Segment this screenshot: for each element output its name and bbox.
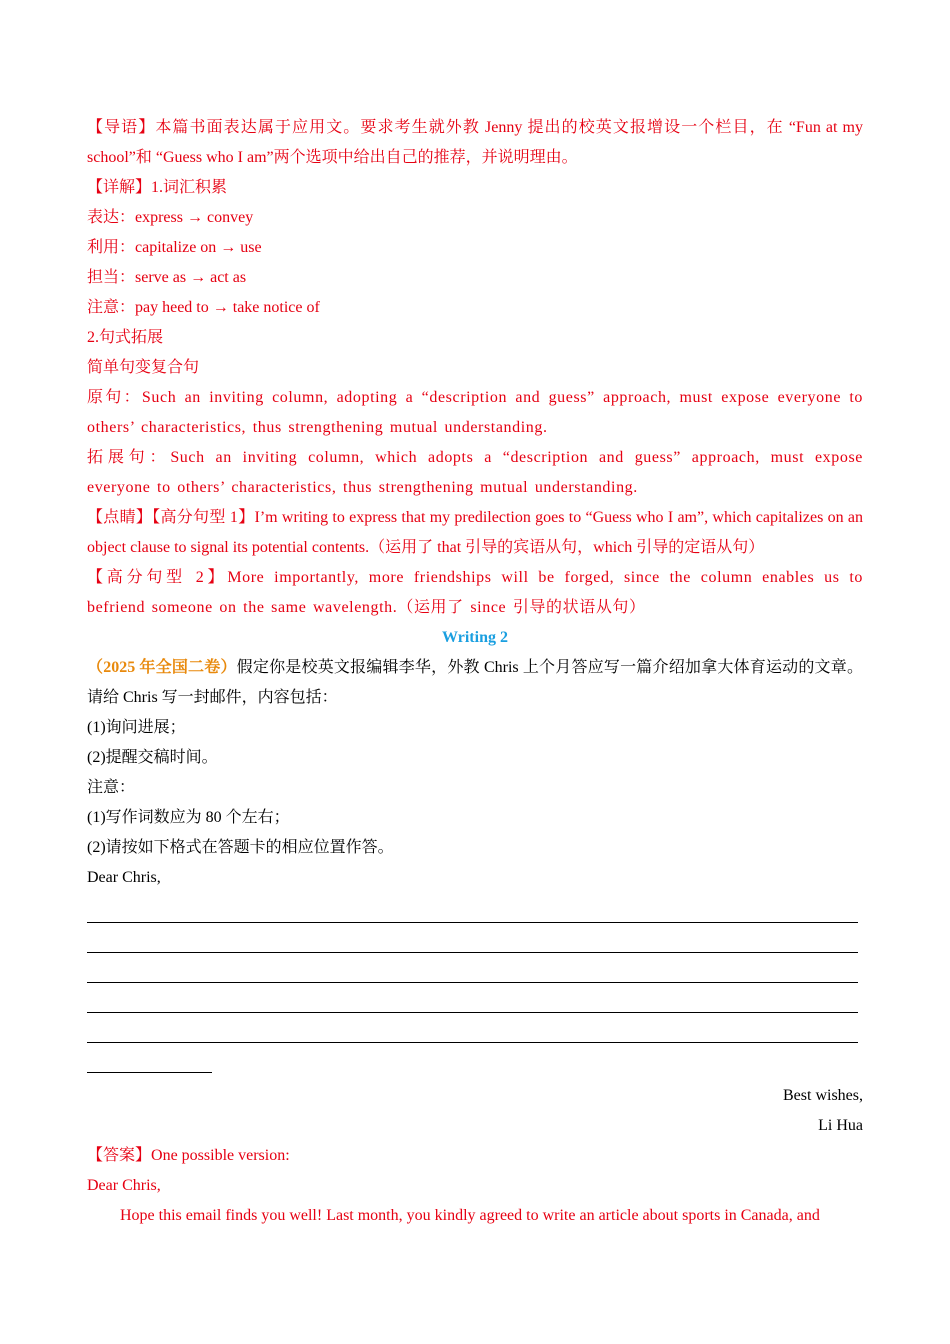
letter-signature: Li Hua — [818, 1117, 863, 1134]
detail-heading — [87, 173, 863, 203]
guide-section — [87, 113, 863, 173]
answer-salutation: Dear Chris, — [87, 1177, 161, 1194]
note-item: (2)请按如下格式在答题卡的相应位置作答。 — [87, 839, 394, 856]
answer-body: Hope this email finds you well! Last month, you kindly agreed to write an article about sports in Canada, and — [120, 1207, 820, 1224]
vocab-heading: 1.词汇积累 — [151, 179, 228, 196]
expanded-text: Such an inviting column, which adopts a “description and guess” approach, must expose everyone to others’ characteristics, thus strengthening mutual understanding. — [87, 449, 864, 496]
highlight-sentence-1 — [87, 503, 863, 563]
letter-closing: Best wishes, — [783, 1087, 863, 1104]
task-source: （2025 年全国二卷） — [87, 659, 237, 676]
task-prompt — [87, 653, 863, 713]
answer-line — [87, 1043, 212, 1073]
answer-intro: One possible version: — [151, 1147, 290, 1164]
expanded-label: 拓展句： — [87, 449, 171, 466]
task-point: (1)询问进展； — [87, 719, 186, 736]
answer-line — [87, 953, 858, 983]
document-page — [87, 113, 863, 1231]
sentence-heading: 2.句式拓展 — [87, 329, 164, 346]
sentence-subheading: 简单句变复合句 — [87, 359, 200, 376]
detail-label: 【详解】 — [87, 179, 152, 196]
task-prompt-text: 假定你是校英文报编辑李华，外教 Chris 上个月答应写一篇介绍加拿大体育运动的文章。请给 Chris 写一封邮件，内容包括： — [87, 659, 863, 706]
task-title: Writing 2 — [442, 629, 508, 646]
sentence-2-label: 【高分句型 2】 — [87, 569, 228, 586]
original-text: Such an inviting column, adopting a “description and guess” approach, must expose everyone to others’ characteristics, thus strengthening mutual understanding. — [87, 389, 863, 436]
sentence-1-text: I’m writing to express that my predilection goes to “Guess who I am”, which capitalizes on an object clause to signal its potential contents.（运用了 that 引导的宾语从句，which 引导的定语从句） — [87, 509, 863, 556]
answer-line — [87, 1013, 858, 1043]
vocab-item: 注意：pay heed to → take notice of — [87, 299, 320, 316]
highlight-label: 【点睛】 — [87, 509, 153, 526]
highlight-sentence-2 — [87, 563, 863, 623]
answer-line — [87, 923, 858, 953]
vocab-item: 表达：express → convey — [87, 209, 254, 226]
letter-salutation: Dear Chris, — [87, 869, 161, 886]
notes-label: 注意： — [87, 779, 136, 796]
sentence-1-label: 【高分句型 1】 — [152, 509, 255, 526]
vocab-item: 利用：capitalize on → use — [87, 239, 262, 256]
original-label: 原句： — [87, 389, 142, 406]
sentence-2-text: More importantly, more friendships will be forged, since the column enables us to befriend someone on the same wavelength.（运用了 since 引导的状语从句） — [87, 569, 863, 616]
vocab-item: 担当：serve as → act as — [87, 269, 247, 286]
original-sentence — [87, 383, 863, 443]
expanded-sentence — [87, 443, 863, 503]
answer-heading — [87, 1141, 863, 1171]
answer-label: 【答案】 — [87, 1147, 152, 1164]
guide-label: 【导语】 — [87, 119, 156, 136]
answer-line — [87, 983, 858, 1013]
note-item: (1)写作词数应为 80 个左右； — [87, 809, 290, 826]
guide-text: 本篇书面表达属于应用文。要求考生就外教 Jenny 提出的校英文报增设一个栏目，在 “Fun at my school”和 “Guess who I am”两个选项中给出自己的推荐，并说明理由。 — [87, 119, 863, 166]
answer-line — [87, 893, 858, 923]
task-point: (2)提醒交稿时间。 — [87, 749, 218, 766]
